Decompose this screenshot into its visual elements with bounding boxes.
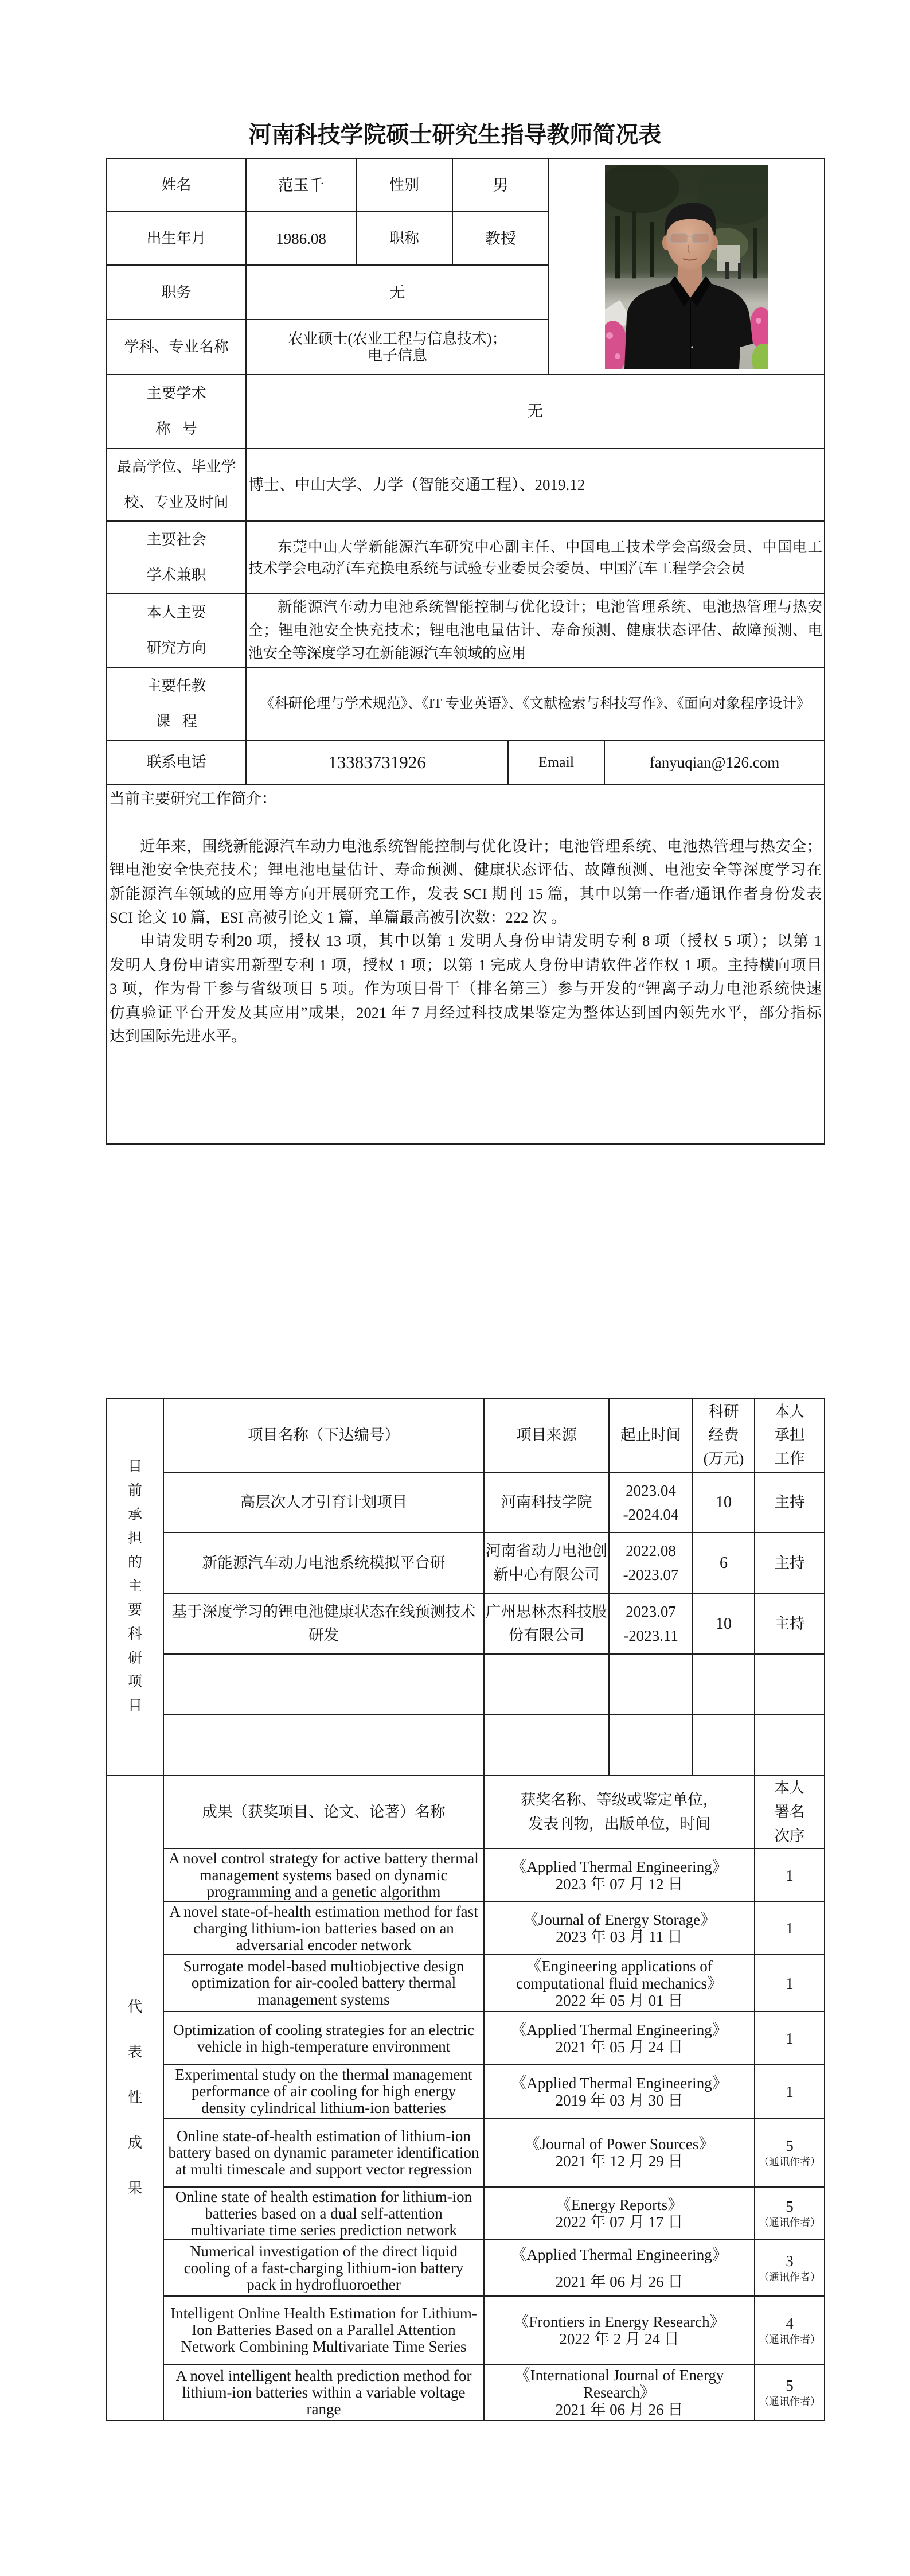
author-order-cell — [755, 2118, 825, 2187]
author-order-cell — [755, 2187, 825, 2240]
author-order: 1 — [786, 2083, 794, 2100]
profile-row-contact — [107, 741, 825, 784]
research-line: 池安全等深度学习在新能源汽车领域的应用 — [248, 645, 526, 662]
project-period-cell — [609, 1532, 693, 1593]
achievement-row — [107, 1849, 825, 1902]
intro-paragraph — [110, 835, 822, 930]
research-line: 全；锂电池安全快充技术；锂电池电量估计、寿命预测、健康状态评估、故障预测、电 — [248, 621, 822, 639]
project-row-empty — [107, 1714, 825, 1775]
project-period-cell — [609, 1654, 693, 1714]
project-period-header: 起止时间 — [609, 1398, 693, 1472]
project-start-date: 2023.04 — [626, 1481, 676, 1499]
author-order: 5 — [786, 2377, 794, 2394]
project-source-cell: 河南科技学院 — [484, 1472, 609, 1532]
paper-title: A novel state-of-health estimation method for fast charging lithium-ion batteries based on an adversarial encoder network — [163, 1902, 484, 1955]
corresponding-author-note: （通讯作者） — [759, 2271, 821, 2283]
intro-paragraph-line: 发明人身份申请实用新型专利 1 项，授权 1 项；以第 1 完成人身份申请软件著作权 1 项。主持横向项目 — [110, 956, 822, 974]
header-line: (万元) — [703, 1450, 744, 1467]
project-name-cell: 新能源汽车动力电池系统模拟平台研 — [163, 1532, 484, 1593]
paper-journal: 《Energy Reports》 — [555, 2196, 684, 2213]
discipline-label: 学科、专业名称 — [107, 320, 246, 375]
author-order-cell — [755, 2364, 825, 2421]
project-role-cell: 主持 — [755, 1472, 825, 1532]
project-name-header: 项目名称（下达编号） — [163, 1398, 484, 1472]
paper-title: A novel control strategy for active battery thermal management systems based on dynamic programming and a genetic algorithm — [163, 1849, 484, 1902]
project-source-cell: 广州思林杰科技股份有限公司 — [484, 1593, 609, 1654]
project-end-date: -2023.11 — [623, 1627, 678, 1644]
corresponding-author-note: （通讯作者） — [759, 2333, 821, 2345]
paper-journal: 《Applied Thermal Engineering》 — [511, 2074, 728, 2092]
projects-section-label-cell — [107, 1398, 163, 1775]
project-period-cell — [609, 1472, 693, 1532]
academic-title-label — [107, 375, 246, 448]
document-title: 河南科技学院硕士研究生指导教师简况表 — [248, 122, 662, 148]
author-order-cell — [755, 1902, 825, 1955]
author-order: 1 — [786, 1920, 794, 1937]
achievement-title-header: 成果（获奖项目、论文、论著）名称 — [163, 1775, 484, 1849]
header-line: 次序 — [774, 1827, 805, 1845]
birth-value: 1986.08 — [246, 212, 356, 265]
intro-paragraph-line: 新能源汽车领域的应用等方向开展研究工作，发表 SCI 期刊 15 篇，其中以第一作者/通讯作者身份发表 — [110, 885, 822, 902]
teacher-photo — [605, 165, 768, 369]
rank-value: 教授 — [452, 212, 549, 265]
project-source-cell: 河南省动力电池创新中心有限公司 — [484, 1532, 609, 1593]
paper-date: 2022 年 07 月 17 日 — [555, 2213, 684, 2231]
profile-row-research-intro — [107, 784, 825, 1144]
academic-title-value: 无 — [246, 375, 825, 448]
label-line: 最高学位、毕业学 — [116, 458, 236, 475]
header-line: 科研 — [708, 1403, 739, 1420]
project-end-date: -2023.07 — [623, 1566, 679, 1583]
label-line: 主要社会 — [146, 531, 206, 548]
research-label — [107, 594, 246, 667]
header-line: 署名 — [774, 1803, 805, 1820]
achievement-row — [107, 2118, 825, 2187]
paper-publication-cell — [484, 2240, 755, 2296]
project-role-cell: 主持 — [755, 1532, 825, 1593]
profile-row-courses — [107, 667, 825, 741]
social-line: 技术学会电动汽车充换电系统与试验专业委员会委员、中国汽车工程学会会员 — [248, 559, 746, 577]
project-start-date: 2022.08 — [626, 1542, 676, 1559]
discipline-line: 农业硕士(农业工程与信息技术)； — [288, 330, 507, 347]
intro-paragraph-line: 锂电池安全快充技术；锂电池电量估计、寿命预测、健康状态评估、故障预测、电池安全等深度学习在 — [110, 861, 822, 879]
achievement-publication-header — [484, 1775, 755, 1849]
paper-date: 2019 年 03 月 30 日 — [555, 2091, 684, 2109]
project-source-header: 项目来源 — [484, 1398, 609, 1472]
achievements-header-row — [107, 1775, 825, 1849]
project-name-cell — [163, 1654, 484, 1714]
achievement-row — [107, 2011, 825, 2065]
project-name-cell — [163, 1714, 484, 1775]
project-funds-cell — [693, 1714, 755, 1775]
achievement-row — [107, 1955, 825, 2011]
paper-journal: 《Frontiers in Energy Research》 — [513, 2313, 725, 2330]
paper-journal: 《Journal of Energy Storage》 — [522, 1911, 716, 1928]
projects-header-row — [107, 1398, 825, 1472]
courses-value: 《科研伦理与学术规范》、《IT 专业英语》、《文献检索与科技写作》、《面向对象程序设计》 — [246, 667, 825, 741]
paper-date: 2023 年 03 月 11 日 — [556, 1928, 683, 1945]
project-funds-cell: 6 — [693, 1532, 755, 1593]
project-name-cell: 基于深度学习的锂电池健康状态在线预测技术研发 — [163, 1593, 484, 1654]
paper-publication-cell — [484, 2118, 755, 2187]
achievement-row — [107, 2364, 825, 2421]
name-label: 姓名 — [107, 158, 246, 212]
intro-paragraph-line: 仿真验证平台开发及其应用”成果，2021 年 7 月经过科技成果鉴定为整体达到国内领先水平，部分指标 — [110, 1003, 822, 1021]
paper-title: Intelligent Online Health Estimation for Lithium-Ion Batteries Based on a Parallel Attention Network Combining Multivariate Time Series — [163, 2296, 484, 2364]
paper-title: A novel intelligent health prediction method for lithium-ion batteries within a variable voltage range — [163, 2364, 484, 2421]
project-funds-header — [693, 1398, 755, 1472]
paper-journal: 《Applied Thermal Engineering》 — [511, 2021, 728, 2038]
paper-publication-cell — [484, 2296, 755, 2364]
intro-paragraph-line: 近年来，围绕新能源汽车动力电池系统智能控制与优化设计；电池管理系统、电池热管理与热安全； — [140, 837, 822, 855]
author-order-cell — [755, 1849, 825, 1902]
paper-date: 2021 年 06 月 26 日 — [555, 2273, 684, 2290]
project-role-header — [755, 1398, 825, 1472]
profile-row-research — [107, 594, 825, 667]
paper-title: Online state-of-health estimation of lithium-ion battery based on dynamic parameter identification at multi timescale and support vector regression — [163, 2118, 484, 2187]
paper-title: Online state of health estimation for lithium-ion batteries based on a dual self-attention multivariate time series prediction network — [163, 2187, 484, 2240]
paper-title: Optimization of cooling strategies for an electric vehicle in high-temperature environment — [163, 2011, 484, 2065]
intro-paragraph-line: 3 项，作为骨干参与省级项目 5 项。作为项目骨干（排名第三）参与开发的“锂离子动力电池系统快速 — [110, 980, 822, 998]
author-order: 1 — [786, 1866, 794, 1884]
paper-journal: 《Engineering applications of computational fluid mechanics》 — [516, 1957, 722, 1992]
phone-value: 13383731926 — [246, 741, 508, 784]
social-value — [246, 521, 825, 594]
profile-row-name — [107, 158, 825, 212]
achievement-order-header — [755, 1775, 825, 1849]
achievement-row — [107, 2296, 825, 2364]
discipline-value — [246, 320, 549, 375]
research-intro-heading: 当前主要研究工作简介： — [110, 790, 277, 807]
achievements-section-label-cell — [107, 1775, 163, 2421]
intro-paragraph-line: 申请发明专利20 项，授权 13 项，其中以第 1 发明人身份申请发明专利 8 项（授权 5 项）；以第 1 — [140, 932, 822, 950]
profile-row-academic-title — [107, 375, 825, 448]
achievement-row — [107, 1902, 825, 1955]
achievement-row — [107, 2240, 825, 2296]
research-line: 新能源汽车动力电池系统智能控制与优化设计；电池管理系统、电池热管理与热安 — [278, 598, 822, 616]
header-line: 获奖名称、等级或鉴定单位， — [520, 1791, 718, 1808]
project-role-cell — [755, 1714, 825, 1775]
project-funds-cell — [693, 1654, 755, 1714]
paper-publication-cell — [484, 2065, 755, 2118]
project-role-cell: 主持 — [755, 1593, 825, 1654]
social-label — [107, 521, 246, 594]
paper-journal: 《Applied Thermal Engineering》 — [511, 2246, 728, 2263]
gender-value: 男 — [452, 158, 549, 212]
paper-date: 2022 年 05 月 01 日 — [555, 1991, 684, 2009]
header-line: 本人 — [774, 1403, 805, 1420]
author-order: 3 — [786, 2252, 794, 2270]
project-name-cell: 高层次人才引育计划项目 — [163, 1472, 484, 1532]
header-line: 发表刊物，出版单位，时间 — [528, 1815, 710, 1832]
project-funds-cell: 10 — [693, 1593, 755, 1654]
paper-title: Surrogate model-based multiobjective design optimization for air-cooled battery thermal management systems — [163, 1955, 484, 2011]
paper-date: 2021 年 12 月 29 日 — [555, 2153, 684, 2170]
gender-label: 性别 — [356, 158, 452, 212]
paper-publication-cell — [484, 1902, 755, 1955]
project-end-date: -2024.04 — [623, 1505, 679, 1523]
author-order-cell — [755, 2296, 825, 2364]
paper-date: 2021 年 06 月 26 日 — [555, 2401, 684, 2418]
position-label: 职务 — [107, 265, 246, 320]
corresponding-author-note: （通讯作者） — [759, 2396, 821, 2407]
label-line: 主要学术 — [146, 385, 206, 402]
corresponding-author-note: （通讯作者） — [759, 2217, 821, 2228]
author-order-cell — [755, 2065, 825, 2118]
header-line: 本人 — [774, 1779, 805, 1796]
header-line: 工作 — [774, 1450, 805, 1467]
author-order-cell — [755, 2011, 825, 2065]
author-order-cell — [755, 1955, 825, 2011]
intro-paragraph-line: SCI 论文 10 篇，ESI 高被引论文 1 篇，单篇最高被引次数：222 次 。 — [110, 909, 567, 927]
projects-section-label: 目前承担的主要科研项目 — [128, 1459, 143, 1714]
name-value: 范玉千 — [246, 158, 356, 212]
profile-table — [106, 158, 825, 1145]
intro-spacer — [110, 811, 822, 834]
paper-publication-cell — [484, 1955, 755, 2011]
author-order: 1 — [786, 1974, 794, 1992]
label-line: 主要任教 — [146, 678, 206, 694]
paper-date: 2022 年 2 月 24 日 — [559, 2330, 679, 2348]
paper-date: 2023 年 07 月 12 日 — [555, 1875, 684, 1893]
paper-publication-cell — [484, 2364, 755, 2421]
phone-label: 联系电话 — [107, 741, 246, 784]
degree-value: 博士、中山大学、力学（智能交通工程）、2019.12 — [246, 448, 825, 521]
corresponding-author-note: （通讯作者） — [759, 2156, 821, 2168]
label-line: 校、专业及时间 — [124, 493, 229, 511]
label-line: 研究方向 — [146, 640, 206, 656]
paper-journal: 《International Journal of Energy Research》 — [514, 2367, 724, 2401]
paper-publication-cell — [484, 2011, 755, 2065]
profile-row-degree — [107, 448, 825, 521]
label-line: 称 号 — [155, 421, 197, 437]
author-order: 5 — [786, 2137, 794, 2154]
project-row — [107, 1532, 825, 1593]
paper-journal: 《Applied Thermal Engineering》 — [511, 1858, 728, 1875]
position-value: 无 — [246, 265, 549, 320]
project-role-cell — [755, 1654, 825, 1714]
achievements-section-label: 代表性成果 — [128, 1999, 143, 2196]
paper-title: Numerical investigation of the direct liquid cooling of a fast-charging lithium-ion battery pack in hydrofluoroether — [163, 2240, 484, 2296]
header-line: 经费 — [708, 1426, 739, 1443]
paper-date: 2021 年 05 月 24 日 — [555, 2038, 684, 2056]
author-order: 5 — [786, 2198, 794, 2215]
author-order-cell — [755, 2240, 825, 2296]
paper-publication-cell — [484, 1849, 755, 1902]
achievement-row — [107, 2187, 825, 2240]
research-value — [246, 594, 825, 667]
header-line: 承担 — [774, 1426, 805, 1443]
paper-title: Experimental study on the thermal management performance of air cooling for high energy density cylindrical lithium-ion batteries — [163, 2065, 484, 2118]
photo-cell — [549, 158, 825, 375]
research-intro-cell — [107, 784, 825, 1144]
records-table — [106, 1398, 825, 2421]
birth-label: 出生年月 — [107, 212, 246, 265]
project-period-cell — [609, 1714, 693, 1775]
author-order: 1 — [786, 2029, 794, 2047]
project-period-cell — [609, 1593, 693, 1654]
project-source-cell — [484, 1714, 609, 1775]
rank-label: 职称 — [356, 212, 452, 265]
project-row-empty — [107, 1654, 825, 1714]
social-line: 东莞中山大学新能源汽车研究中心副主任、中国电工技术学会高级会员、中国电工 — [278, 538, 822, 555]
courses-label — [107, 667, 246, 741]
research-intro-body — [110, 835, 822, 1049]
email-value: fanyuqian@126.com — [604, 741, 825, 784]
author-order: 4 — [786, 2314, 794, 2332]
discipline-line: 电子信息 — [367, 347, 427, 364]
intro-paragraph-line: 达到国际先进水平。 — [110, 1028, 247, 1045]
achievement-row — [107, 2065, 825, 2118]
project-row — [107, 1593, 825, 1654]
project-source-cell — [484, 1654, 609, 1714]
email-label: Email — [508, 741, 604, 784]
label-line: 学术兼职 — [146, 566, 206, 583]
project-funds-cell: 10 — [693, 1472, 755, 1532]
project-start-date: 2023.07 — [626, 1603, 676, 1620]
intro-paragraph — [110, 929, 822, 1048]
paper-journal: 《Journal of Power Sources》 — [524, 2135, 714, 2153]
project-row — [107, 1472, 825, 1532]
degree-label — [107, 448, 246, 521]
label-line: 课 程 — [155, 713, 197, 730]
paper-publication-cell — [484, 2187, 755, 2240]
label-line: 本人主要 — [146, 604, 206, 621]
profile-row-social — [107, 521, 825, 594]
